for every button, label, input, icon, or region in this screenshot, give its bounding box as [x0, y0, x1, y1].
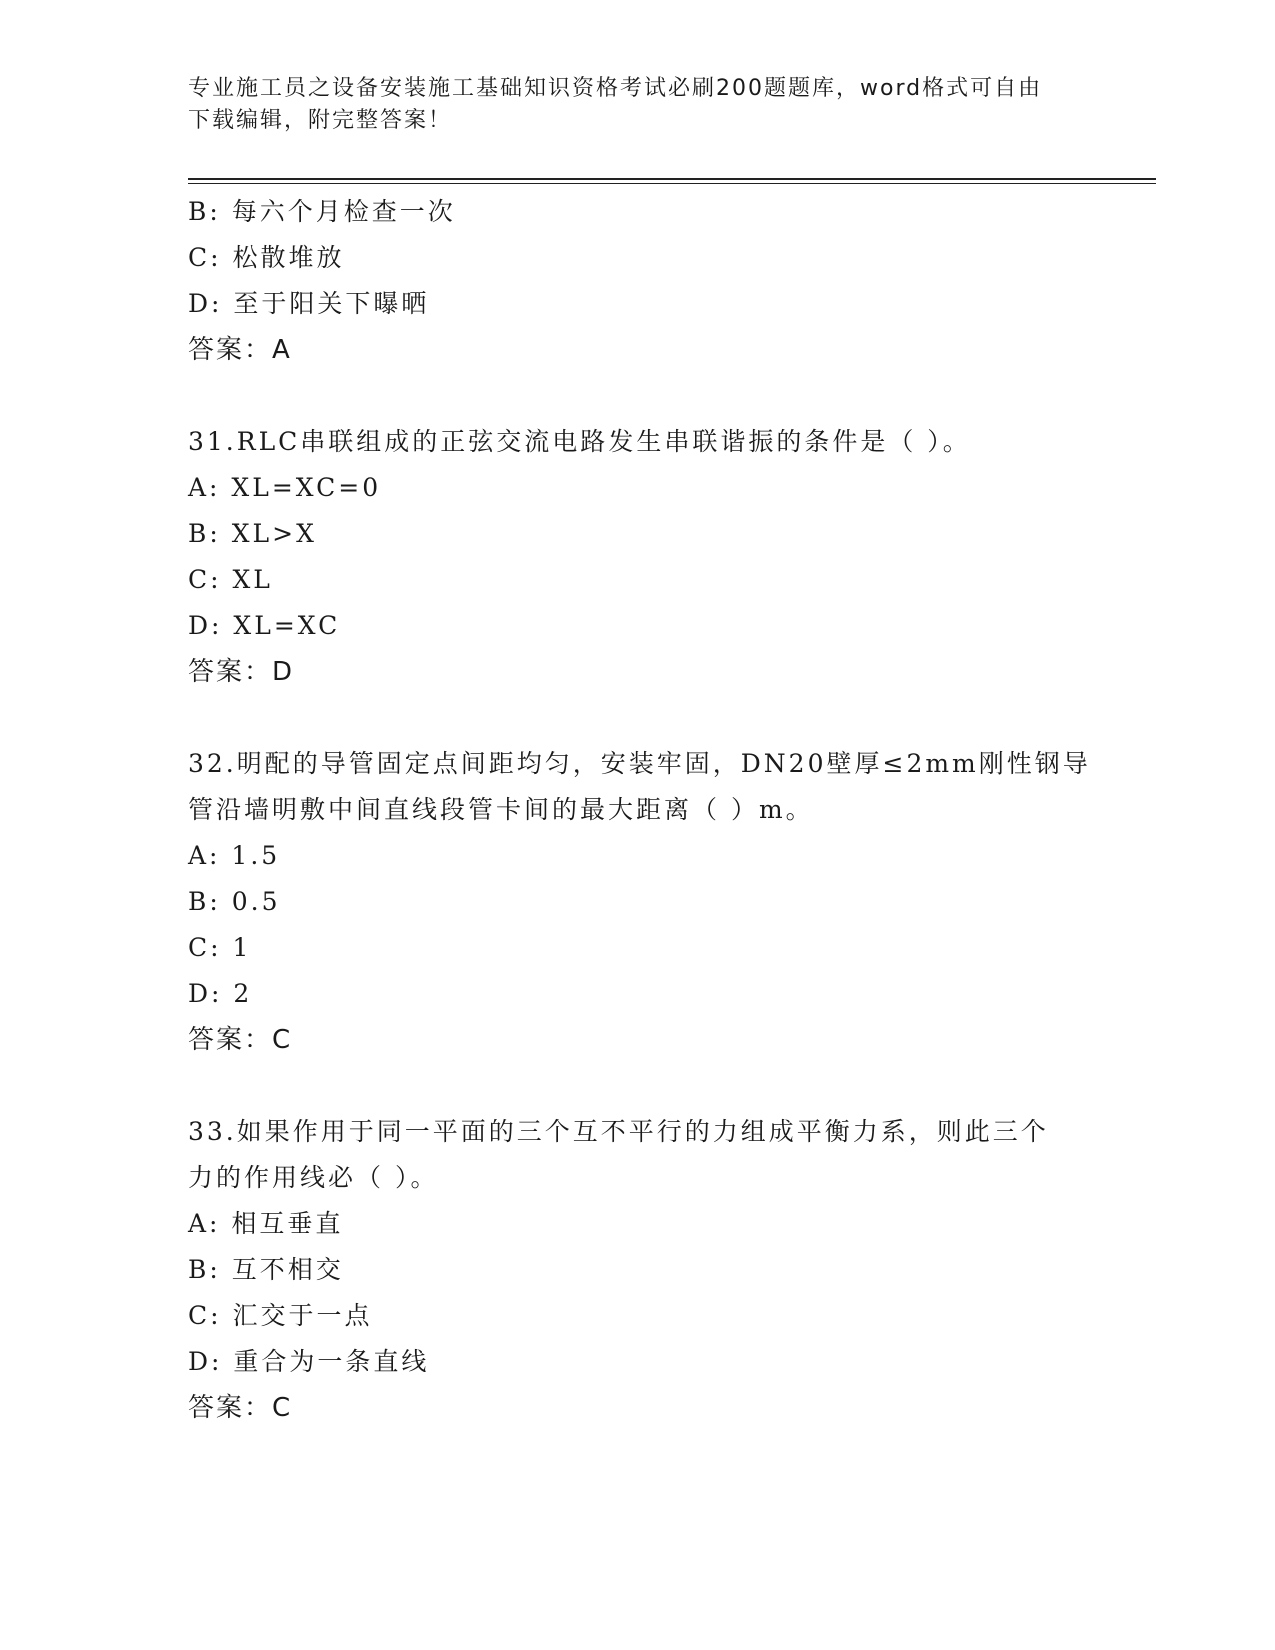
header-line-1: 专业施工员之设备安装施工基础知识资格考试必刷200题题库，word格式可自由 — [188, 76, 1043, 101]
header-divider-thin — [188, 183, 1156, 184]
option-d: D: 至于阳关下曝晒 — [188, 289, 430, 318]
option-c: C: XL — [188, 565, 273, 594]
answer-line: 答案：C — [188, 1393, 293, 1423]
question-text-line-2: 力的作用线必（ ）。 — [188, 1163, 439, 1192]
question-text-line-1: 33.如果作用于同一平面的三个互不平行的力组成平衡力系，则此三个 — [188, 1117, 1049, 1146]
question-text-line-2: 管沿墙明敷中间直线段管卡间的最大距离（ ）m。 — [188, 795, 814, 824]
option-c: C: 松散堆放 — [188, 243, 345, 272]
option-c: C: 汇交于一点 — [188, 1301, 373, 1330]
option-a: A: XL=XC=0 — [188, 473, 382, 502]
question-text-line-1: 32.明配的导管固定点间距均匀，安装牢固，DN20壁厚≤2mm刚性钢导 — [188, 749, 1091, 778]
option-c: C: 1 — [188, 933, 252, 962]
question-block-33 — [188, 1109, 1088, 1431]
spacer — [188, 1063, 1088, 1109]
header-divider-thick — [188, 178, 1156, 180]
answer-line: 答案：C — [188, 1025, 293, 1055]
option-d: D: XL=XC — [188, 611, 341, 640]
spacer — [188, 373, 1088, 419]
option-b: B: 0.5 — [188, 887, 281, 916]
question-list — [188, 189, 1091, 1431]
option-b: B: 互不相交 — [188, 1255, 344, 1284]
document-header — [188, 73, 1088, 137]
question-block-31 — [188, 419, 1088, 695]
option-a: A: 1.5 — [188, 841, 281, 870]
header-line-2: 下载编辑，附完整答案！ — [188, 108, 453, 133]
answer-line: 答案：D — [188, 657, 295, 687]
spacer — [188, 695, 1088, 741]
question-text: 31.RLC串联组成的正弦交流电路发生串联谐振的条件是（ ）。 — [188, 427, 971, 456]
option-b: B: 每六个月检查一次 — [188, 197, 456, 226]
question-block-prev — [188, 189, 1088, 373]
question-block-32 — [188, 741, 1091, 1063]
answer-line: 答案：A — [188, 335, 292, 365]
option-d: D: 2 — [188, 979, 253, 1008]
option-b: B: XL>X — [188, 519, 317, 548]
option-d: D: 重合为一条直线 — [188, 1347, 430, 1376]
option-a: A: 相互垂直 — [188, 1209, 344, 1238]
